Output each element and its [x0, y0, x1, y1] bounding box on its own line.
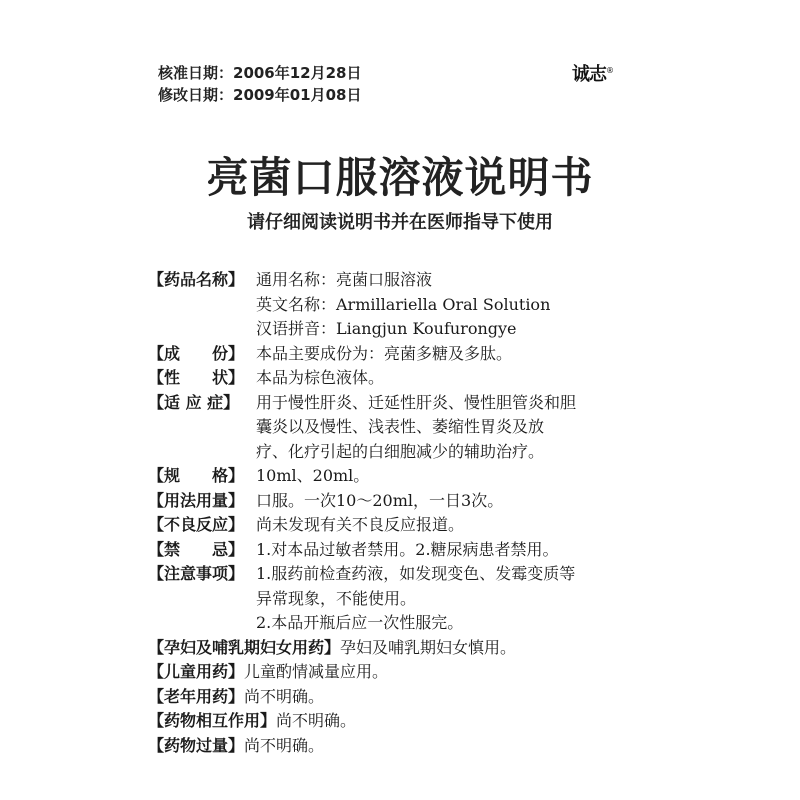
- section-line: 疗、化疗引起的白细胞减少的辅助治疗。: [256, 441, 545, 461]
- section-label: 【孕妇及哺乳期妇女用药】: [148, 637, 341, 657]
- section-label: 【禁 忌】: [148, 539, 245, 559]
- inline-section-row: [148, 636, 668, 661]
- section-line: 1.对本品过敏者禁用。2.糖尿病患者禁用。: [256, 539, 559, 559]
- section-row: [148, 538, 668, 563]
- section-row: [148, 268, 668, 342]
- section-line: 汉语拼音：Liangjun Koufurongye: [256, 319, 517, 338]
- section-content: 尚不明确。: [244, 686, 325, 706]
- section-content: 孕妇及哺乳期妇女慎用。: [340, 637, 517, 657]
- section-label: 【成 份】: [148, 343, 245, 363]
- section-label: 【规 格】: [148, 466, 245, 485]
- inline-section-row: [148, 685, 668, 710]
- section-line: 尚未发现有关不良反应报道。: [256, 515, 465, 534]
- document-title: 亮菌口服溶液说明书: [206, 153, 594, 202]
- inline-section-row: [148, 709, 668, 734]
- section-content: [256, 562, 668, 636]
- section-row: [148, 489, 668, 514]
- section-label: 【不良反应】: [148, 515, 245, 534]
- section-row: [148, 391, 668, 465]
- section-line: 口服。一次10～20ml，一日3次。: [256, 490, 504, 510]
- section-line: 英文名称：Armillariella Oral Solution: [256, 294, 551, 314]
- section-label: 【性 状】: [148, 368, 245, 387]
- section-content: [256, 489, 668, 514]
- section-content: [256, 513, 668, 538]
- section-line: 1.服药前检查药液，如发现变色、发霉变质等: [256, 564, 576, 583]
- section-row: [148, 342, 668, 367]
- section-content: [256, 538, 668, 563]
- sections-list: [148, 268, 668, 636]
- section-label: 【儿童用药】: [148, 662, 245, 681]
- section-label: 【药品名称】: [148, 270, 245, 289]
- section-content: [256, 366, 668, 391]
- logo-text: 诚志: [572, 64, 606, 85]
- section-line: 通用名称：亮菌口服溶液: [256, 270, 433, 289]
- section-label: 【老年用药】: [148, 686, 245, 706]
- section-label: 【注意事项】: [148, 564, 245, 583]
- section-label: 【用法用量】: [148, 490, 245, 510]
- inline-sections-list: [148, 636, 668, 759]
- inline-section-row: [148, 734, 668, 759]
- leaflet-body: [148, 268, 668, 758]
- section-content: 尚不明确。: [276, 711, 357, 730]
- section-content: 尚不明确。: [244, 735, 325, 755]
- approval-date: 核准日期：2006年12月28日: [158, 64, 362, 82]
- section-content: 儿童酌情减量应用。: [244, 662, 389, 681]
- section-row: [148, 562, 668, 636]
- section-line: 本品主要成份为：亮菌多糖及多肽。: [256, 343, 513, 363]
- section-content: [256, 268, 668, 342]
- section-line: 10ml、20ml。: [256, 466, 370, 485]
- registered-mark: ®: [606, 66, 613, 75]
- section-line: 2.本品开瓶后应一次性服完。: [256, 613, 464, 632]
- inline-section-row: [148, 660, 668, 685]
- section-content: [256, 464, 668, 489]
- section-content: [256, 342, 668, 367]
- section-row: [148, 366, 668, 391]
- section-row: [148, 513, 668, 538]
- section-line: 异常现象，不能使用。: [256, 588, 417, 608]
- section-content: [256, 391, 668, 465]
- brand-logo: [572, 60, 613, 86]
- document-subtitle: 请仔细阅读说明书并在医师指导下使用: [247, 212, 553, 233]
- section-line: 囊炎以及慢性、浅表性、萎缩性胃炎及放: [256, 417, 545, 436]
- section-row: [148, 464, 668, 489]
- section-label: 【适 应 症】: [148, 392, 240, 412]
- section-line: 本品为棕色液体。: [256, 368, 385, 387]
- section-label: 【药物过量】: [148, 735, 245, 755]
- dates-block: [158, 62, 362, 106]
- section-label: 【药物相互作用】: [148, 711, 277, 730]
- section-line: 用于慢性肝炎、迁延性肝炎、慢性胆管炎和胆: [256, 392, 577, 412]
- revision-date: 修改日期：2009年01月08日: [158, 86, 362, 104]
